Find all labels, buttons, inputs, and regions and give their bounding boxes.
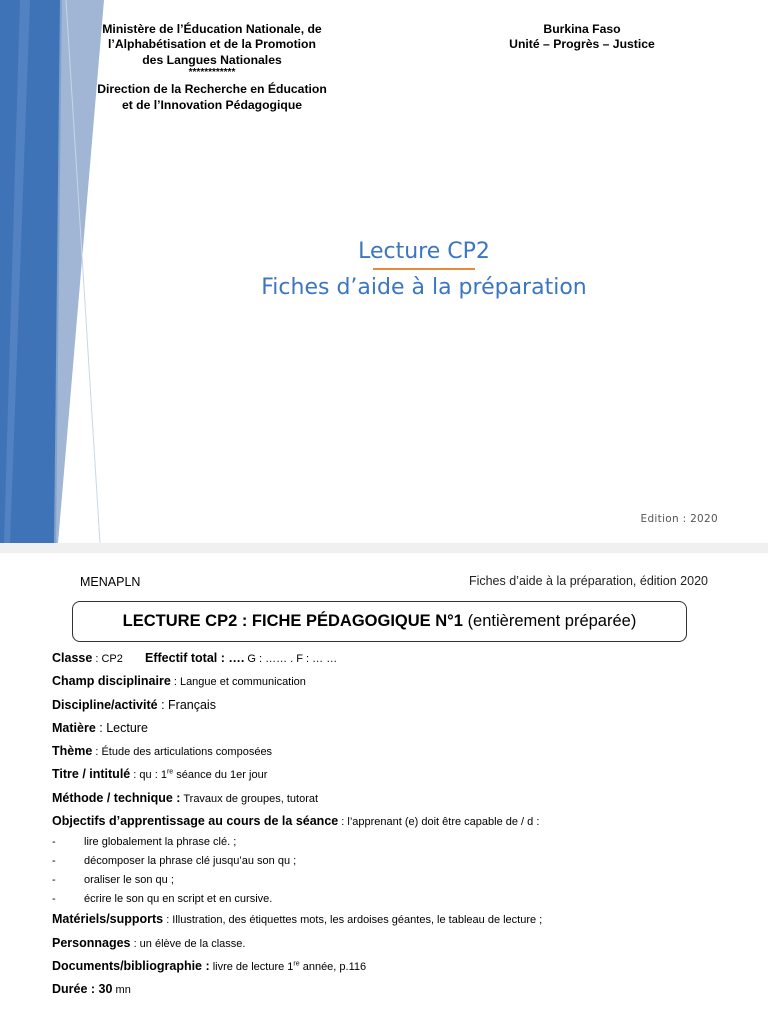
field-discipline (52, 698, 732, 713)
fiche-fields (52, 651, 732, 1006)
objective-text: lire globalement la phrase clé. ; (84, 836, 237, 849)
country-name: Burkina Faso (543, 22, 621, 36)
field-theme (52, 744, 732, 759)
cover-title (168, 236, 680, 304)
ministry-block (82, 22, 342, 113)
field-label: Objectifs d’apprentissage au cours de la séance (52, 814, 339, 829)
field-sup: re (293, 960, 300, 968)
field-value: séance du 1er jour (173, 769, 268, 782)
objective-text: écrire le son qu en script et en cursive. (84, 893, 273, 906)
title-underline (373, 268, 475, 270)
fiche-title-box (72, 601, 687, 642)
objective-text: oraliser le son qu ; (84, 874, 174, 887)
direction-line: et de l’Innovation Pédagogique (121, 97, 303, 112)
ministry-line: Ministère de l’Éducation Nationale, de (102, 22, 322, 36)
field-label: Documents/bibliographie : (52, 958, 210, 973)
field-documents (52, 959, 732, 974)
bullet-dash: - (52, 836, 56, 849)
country-motto: Unité – Progrès – Justice (509, 37, 655, 52)
ministry-line: l’Alphabétisation et de la Promotion (108, 37, 316, 52)
field-value: année, p.116 (299, 960, 367, 973)
field-value: : Langue et communication (170, 676, 306, 689)
field-label: Effectif total : (145, 651, 225, 665)
field-label: Titre / intitulé (52, 767, 131, 782)
field-objectifs (52, 814, 732, 829)
field-value: : Français (157, 697, 216, 712)
field-label: Méthode / technique : (52, 790, 181, 805)
field-label: Matériels/supports (52, 912, 164, 927)
field-sup: re (166, 768, 174, 776)
field-label: Durée : (52, 982, 96, 997)
field-value: Travaux de groupes, tutorat (180, 792, 319, 805)
stars-separator: ************ (188, 67, 236, 79)
field-value: : l’apprenant (e) doit être capable de / d : (338, 816, 540, 829)
field-value: : un élève de la classe. (130, 937, 246, 950)
field-classe (52, 651, 732, 666)
field-label: Discipline/activité (52, 697, 158, 712)
header-right: Fiches d’aide à la préparation, édition 2020 (468, 574, 708, 588)
field-champ (52, 674, 732, 689)
field-value-bold: 30 (95, 982, 113, 997)
field-label: Matière (52, 720, 96, 735)
field-duree (52, 982, 732, 997)
field-label: Personnages (52, 935, 131, 950)
country-block (492, 22, 672, 53)
fiche-title-main: LECTURE CP2 : FICHE PÉDAGOGIQUE N°1 (122, 612, 463, 630)
document-page (0, 553, 768, 1024)
field-label: Classe (52, 651, 93, 665)
field-value: CP2 (101, 653, 123, 665)
objective-item (52, 892, 732, 906)
bullet-dash: - (52, 893, 56, 906)
field-value: mn (112, 984, 131, 997)
field-value: : Étude des articulations composées (92, 746, 273, 759)
field-label: Thème (52, 744, 93, 759)
bullet-dash: - (52, 855, 56, 868)
field-value: : qu : 1 (130, 769, 167, 782)
objective-item (52, 873, 732, 887)
objective-item (52, 835, 732, 849)
field-titre (52, 767, 732, 782)
field-personnages (52, 936, 732, 951)
field-value: : Lecture (95, 720, 148, 735)
bullet-dash: - (52, 874, 56, 887)
field-sep: : (92, 653, 102, 665)
header-left: MENAPLN (80, 575, 141, 589)
ministry-line: des Langues Nationales (142, 52, 282, 67)
field-label: Champ disciplinaire (52, 674, 171, 689)
direction-line: Direction de la Recherche en Éducation (97, 82, 327, 97)
field-value: livre de lecture 1 (209, 960, 294, 973)
fiche-title-suffix: (entièrement préparée) (467, 612, 637, 630)
field-value: G : …… . F : … … (244, 653, 338, 665)
objective-text: décomposer la phrase clé jusqu’au son qu ; (84, 855, 297, 868)
cover-title-line2: Fiches d’aide à la préparation (261, 275, 587, 300)
cover-title-line1: Lecture CP2 (358, 239, 490, 264)
field-dots: …. (224, 651, 245, 665)
objective-item (52, 854, 732, 868)
field-methode (52, 791, 732, 806)
edition-label: Edition : 2020 (640, 513, 718, 525)
field-matiere (52, 721, 732, 736)
objectives-list (52, 835, 732, 906)
field-materiels (52, 912, 732, 927)
field-value: : Illustration, des étiquettes mots, les ardoises géantes, le tableau de lecture ; (163, 914, 543, 927)
